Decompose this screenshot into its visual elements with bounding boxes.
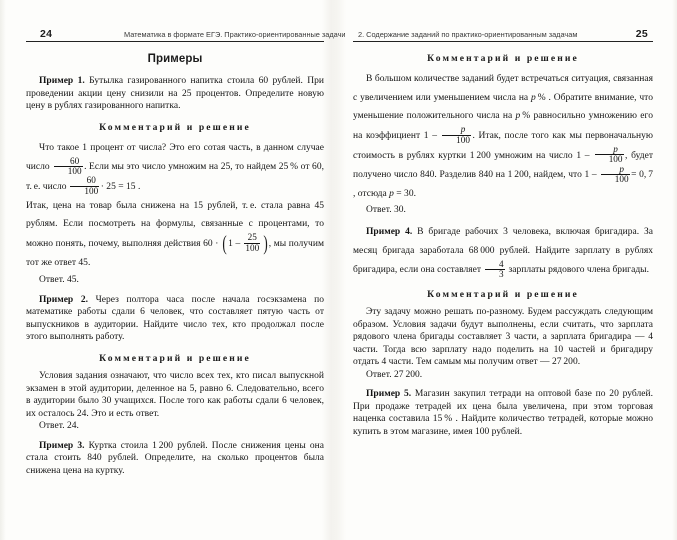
- example-4-text-b: зарплаты рядового члена бригады.: [506, 265, 649, 276]
- example-4-paragraph: [353, 223, 653, 280]
- fraction-60-100-b: [70, 176, 99, 196]
- fraction-denominator: 3: [485, 269, 505, 279]
- example-3-paragraph: [26, 440, 324, 478]
- example-5-text: Магазин закупил тетради на оптовой базе по 20 рублей. При продаже тетрадей их цена была увеличена, при этом торговая наценка составила 15 % . Найдите количество тетрадей, которые можно купить в этом магазине, имея 100 рублей.: [353, 389, 653, 438]
- fraction-numerator: p: [619, 163, 625, 174]
- right-running-head-text: 2. Содержание заданий по практико-ориентированным задачам: [358, 29, 578, 39]
- solution-4-paragraph: Эту задачу можно решать по-разному. Будем рассуждать следующим образом. Условия задачи будут выполнены, если считать, что зарплата рядового члена бригады составляет 3 части, а зарплата бригадира — 4 части. Тогда всю зарплату надо поделить на 10 частей и бригадиру отдать 4 части. Тем самым мы получим ответ — 27 200.: [353, 307, 653, 368]
- answer-3: Ответ. 30.: [366, 204, 406, 215]
- example-1-label: Пример 1.: [39, 76, 85, 86]
- fraction-4-3: [485, 260, 505, 280]
- fraction-denominator: 100: [70, 186, 99, 196]
- bracket-expression: (1 – $\frac{25}{100}$ ): [222, 230, 268, 255]
- example-4-text-a: В бригаде рабочих 3 человека, включая бригадира. За месяц бригада заработала 68 000 рублей. Найдите зарплату в рублях бригадира, если она составляет: [353, 227, 653, 276]
- right-page: [339, 0, 677, 540]
- fraction-denominator: 100: [245, 242, 260, 253]
- left-running-head-text: Математика в формате ЕГЭ. Практико-ориентированные задачи: [124, 29, 346, 39]
- solution-3-text-g: = 30.: [393, 189, 416, 200]
- fraction-p-100-c: [601, 165, 630, 185]
- solution-1-paragraph-1: [26, 139, 324, 197]
- fraction-numerator: p: [613, 144, 618, 155]
- fraction-60-100-a: [54, 157, 83, 177]
- fraction-denominator: 100: [442, 135, 471, 145]
- right-page-folio: 25: [635, 27, 648, 40]
- example-1-text: Бутылка газированного напитка стоила 60 рублей. При проведении акции цену снизили на 25 процентов. Определите новую цену в рублях газированного напитка.: [26, 76, 324, 112]
- example-4-label: Пример 4.: [366, 227, 413, 238]
- fraction-denominator: 100: [54, 166, 83, 176]
- fraction-p-100-a: [442, 125, 471, 145]
- solution-3-text-b: % . Обратите внимание, что уменьшение положительного числа на: [353, 92, 653, 122]
- example-2-paragraph: [26, 294, 324, 344]
- answer-4: Ответ. 27 200.: [366, 369, 423, 380]
- example-2-text: Через полтора часа после начала госэкзамена по математике работы сдали 6 человек, что составляет пятую часть от выпускников в аудитории. Найдите число тех, кто продолжал после этого выполнять работу.: [26, 294, 324, 343]
- fraction-denominator: 100: [601, 174, 630, 184]
- fraction-25-100: [244, 233, 260, 253]
- right-subhead-2: Комментарий и решение: [427, 289, 579, 301]
- solution-1-text-d: Итак, цена на товар была снижена на 15 рублей, т. е. стала равна 45 рублям. Если посмотреть на формулы, связанные с процентами, то можно понять, почему, выполняя действия 60 ·: [26, 200, 324, 249]
- section-title: Примеры: [147, 53, 203, 65]
- solution-3-text-f: = 0, 7 , отсюда: [353, 170, 653, 200]
- left-running-head: [26, 24, 346, 42]
- example-5-paragraph: [353, 388, 653, 438]
- fraction-numerator: p: [460, 124, 466, 135]
- example-3-label: Пример 3.: [39, 440, 85, 451]
- solution-2-paragraph: Условия задания означают, что число всех тех, кто писал выпускной экзамен в этой аудитории, деленное на 5, равно 6. Следовательно, всего в аудитории было 30 учащихся. После того как работы сдали 6 человек, их осталось 24. Это и есть ответ.: [26, 371, 324, 419]
- solution-1-paragraph-2: [26, 197, 324, 273]
- right-running-head: [353, 24, 653, 42]
- variable-p-3: p: [389, 189, 394, 200]
- answer-1: Ответ. 45.: [39, 275, 79, 286]
- solution-3-text-c: % равносильно умножению его на коэффициент 1 –: [353, 111, 653, 141]
- left-subhead-2: Комментарий и решение: [99, 353, 251, 364]
- left-subhead-1: Комментарий и решение: [99, 121, 251, 133]
- solution-3-paragraph: [353, 70, 653, 204]
- right-subhead-1: Комментарий и решение: [427, 53, 579, 64]
- fraction-numerator: 25: [247, 232, 257, 243]
- example-1-paragraph: [26, 75, 324, 113]
- variable-p-2: p: [515, 111, 521, 122]
- example-3-text: Куртка стоила 1 200 рублей. После снижения цены она стала стоить 840 рублей. Определите, на сколько процентов была снижена цена на куртку.: [26, 440, 324, 476]
- fraction-numerator: 60: [70, 155, 80, 166]
- fraction-denominator: 100: [595, 154, 624, 164]
- fraction-numerator: 60: [86, 175, 96, 186]
- variable-p-1: p: [531, 92, 536, 103]
- solution-1-text-e: , мы получим тот же ответ 45.: [26, 238, 324, 268]
- bracket-inner-text: 1 –: [228, 238, 243, 249]
- answer-2: Ответ. 24.: [39, 421, 79, 432]
- fraction-p-100-b: [595, 145, 624, 165]
- left-page-folio: 24: [40, 27, 53, 40]
- solution-3-text-e: , будет получено число 840. Разделив 840 на 1 200, найдем, что 1 –: [353, 150, 653, 181]
- fraction-numerator: 4: [498, 258, 504, 269]
- example-2-label: Пример 2.: [39, 294, 88, 305]
- solution-1-text-c: · 25 = 15 .: [100, 182, 141, 193]
- solution-3-text-d: . Итак, после того как мы первоначальную стоимость в рублях куртки 1 200 умножим на число 1 –: [353, 130, 653, 161]
- solution-1-text-b: . Если мы это число умножим на 25, то найдем 25 % от 60, т. е. число: [26, 162, 324, 193]
- example-5-label: Пример 5.: [366, 389, 412, 400]
- solution-3-text-a: В большом количестве заданий будет встречаться ситуация, связанная с увеличением или уменьшением числа на: [353, 74, 653, 103]
- solution-1-text-a: Что такое 1 процент от числа? Это его сотая часть, в данном случае число: [26, 142, 324, 173]
